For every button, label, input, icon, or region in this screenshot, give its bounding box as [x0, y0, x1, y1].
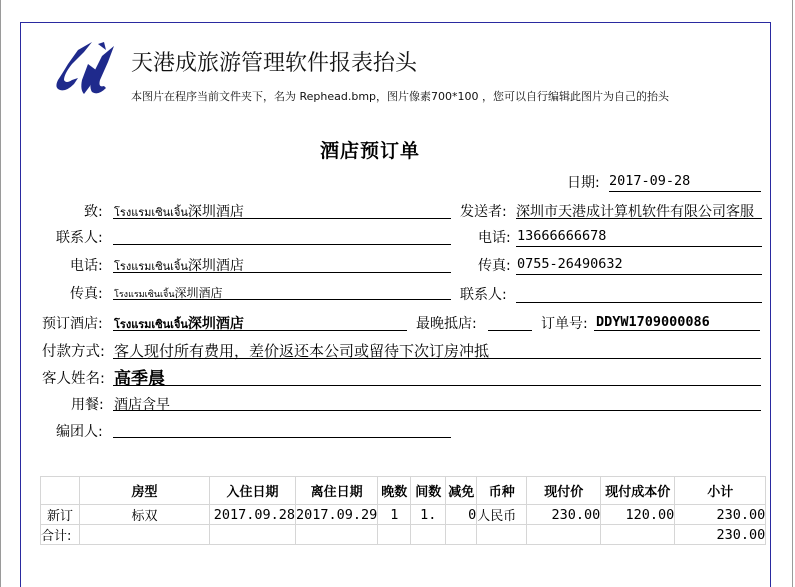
table-cell: 2017.09.29 — [296, 506, 378, 523]
payment-label: 付款方式: — [42, 344, 105, 360]
phone-value: โรงแรมเซินเจิ้น深圳酒店 — [114, 258, 244, 274]
booking-table — [40, 476, 766, 545]
table-cell — [477, 525, 527, 545]
phone2-value: 13666666678 — [517, 228, 607, 244]
fax-underline — [113, 299, 451, 300]
table-cell: 120.00 — [601, 505, 675, 525]
table-cell — [601, 525, 675, 545]
payment-value: 客人现付所有费用，差价返还本公司或留待下次订房冲抵 — [114, 342, 490, 360]
table-total-row — [41, 525, 766, 545]
fax2-value: 0755-26490632 — [517, 256, 623, 272]
table-cell — [210, 525, 296, 545]
sender-underline — [516, 218, 762, 219]
table-header: 离住日期 — [296, 477, 378, 505]
contact-underline — [113, 244, 451, 245]
table-header — [41, 477, 80, 505]
phone2-label: 电话: — [478, 230, 511, 246]
table-cell: 0 — [446, 505, 477, 525]
fax-label: 传真: — [70, 286, 103, 302]
date-underline — [609, 191, 761, 192]
table-header: 晚数 — [378, 477, 411, 505]
table-header: 现付成本价 — [601, 477, 675, 505]
document-title: 酒店预订单 — [320, 140, 421, 162]
group-leader-underline — [113, 437, 451, 438]
guest-label: 客人姓名: — [42, 371, 105, 387]
table-cell: 标双 — [80, 505, 210, 525]
company-title: 天港成旅游管理软件报表抬头 — [131, 51, 418, 76]
sender-value: 深圳市天港成计算机软件有限公司客服 — [516, 204, 754, 220]
date-label: 日期: — [567, 175, 600, 191]
order-value: DDYW1709000086 — [596, 314, 710, 330]
contact2-underline — [516, 302, 762, 303]
meal-underline — [113, 410, 761, 411]
table-cell: 230.00 — [675, 505, 766, 525]
guest-underline — [113, 385, 761, 386]
phone-label: 电话: — [70, 258, 103, 274]
latest-arrival-label: 最晚抵店: — [416, 316, 477, 332]
table-cell — [80, 525, 210, 545]
payment-underline — [113, 358, 761, 359]
table-cell: 1 — [378, 505, 411, 525]
group-leader-label: 编团人: — [56, 424, 103, 440]
table-cell — [296, 525, 378, 545]
table-cell: 新订 — [41, 505, 80, 525]
table-header: 现付价 — [527, 477, 601, 505]
meal-value: 酒店含早 — [114, 397, 170, 413]
table-header: 币种 — [477, 477, 527, 505]
to-underline — [113, 218, 451, 219]
table-header: 房型 — [80, 477, 210, 505]
table-cell: 230.00 — [527, 505, 601, 525]
table-header: 小计 — [675, 477, 766, 505]
phone-underline — [113, 272, 451, 273]
table-cell — [411, 525, 446, 545]
order-label: 订单号: — [541, 316, 588, 332]
table-cell: 2017.09.28 — [210, 505, 296, 525]
total-value: 230.00 — [675, 525, 766, 545]
table-cell — [527, 525, 601, 545]
table-cell: 1. — [411, 505, 446, 525]
sender-label: 发送者: — [460, 204, 507, 220]
table-header-row — [41, 477, 766, 505]
contact-label: 联系人: — [56, 230, 103, 246]
table-header: 减免 — [446, 477, 477, 505]
table-cell — [378, 525, 411, 545]
hotel-label: 预订酒店: — [42, 316, 103, 332]
latest-arrival-underline — [488, 330, 532, 331]
table-header: 间数 — [411, 477, 446, 505]
company-logo — [48, 40, 118, 102]
to-value: โรงแรมเซินเจิ้น深圳酒店 — [114, 204, 244, 220]
table-cell — [446, 525, 477, 545]
to-label: 致: — [84, 204, 103, 220]
contact2-label: 联系人: — [460, 287, 507, 303]
hotel-value: โรงแรมเซินเจิ้น深圳酒店 — [114, 316, 244, 332]
fax2-underline — [516, 274, 762, 275]
table-row — [41, 505, 766, 525]
total-label: 合计: — [41, 525, 80, 545]
date-value: 2017-09-28 — [609, 173, 691, 189]
table-cell: 人民币 — [477, 505, 527, 525]
meal-label: 用餐: — [71, 397, 104, 413]
fax2-label: 传真: — [478, 258, 511, 274]
table-header: 入住日期 — [210, 477, 296, 505]
order-underline — [594, 330, 760, 331]
header-note: 本图片在程序当前文件夹下，名为 Rephead.bmp，图片像素700*100 ，您可以自行编辑此图片为自己的抬头 — [131, 90, 670, 103]
phone2-underline — [516, 246, 762, 247]
guest-value: 高季晨 — [114, 369, 165, 389]
hotel-underline — [113, 330, 407, 331]
fax-value: โรงแรมเซินเจิ้น深圳酒店 — [114, 286, 223, 300]
